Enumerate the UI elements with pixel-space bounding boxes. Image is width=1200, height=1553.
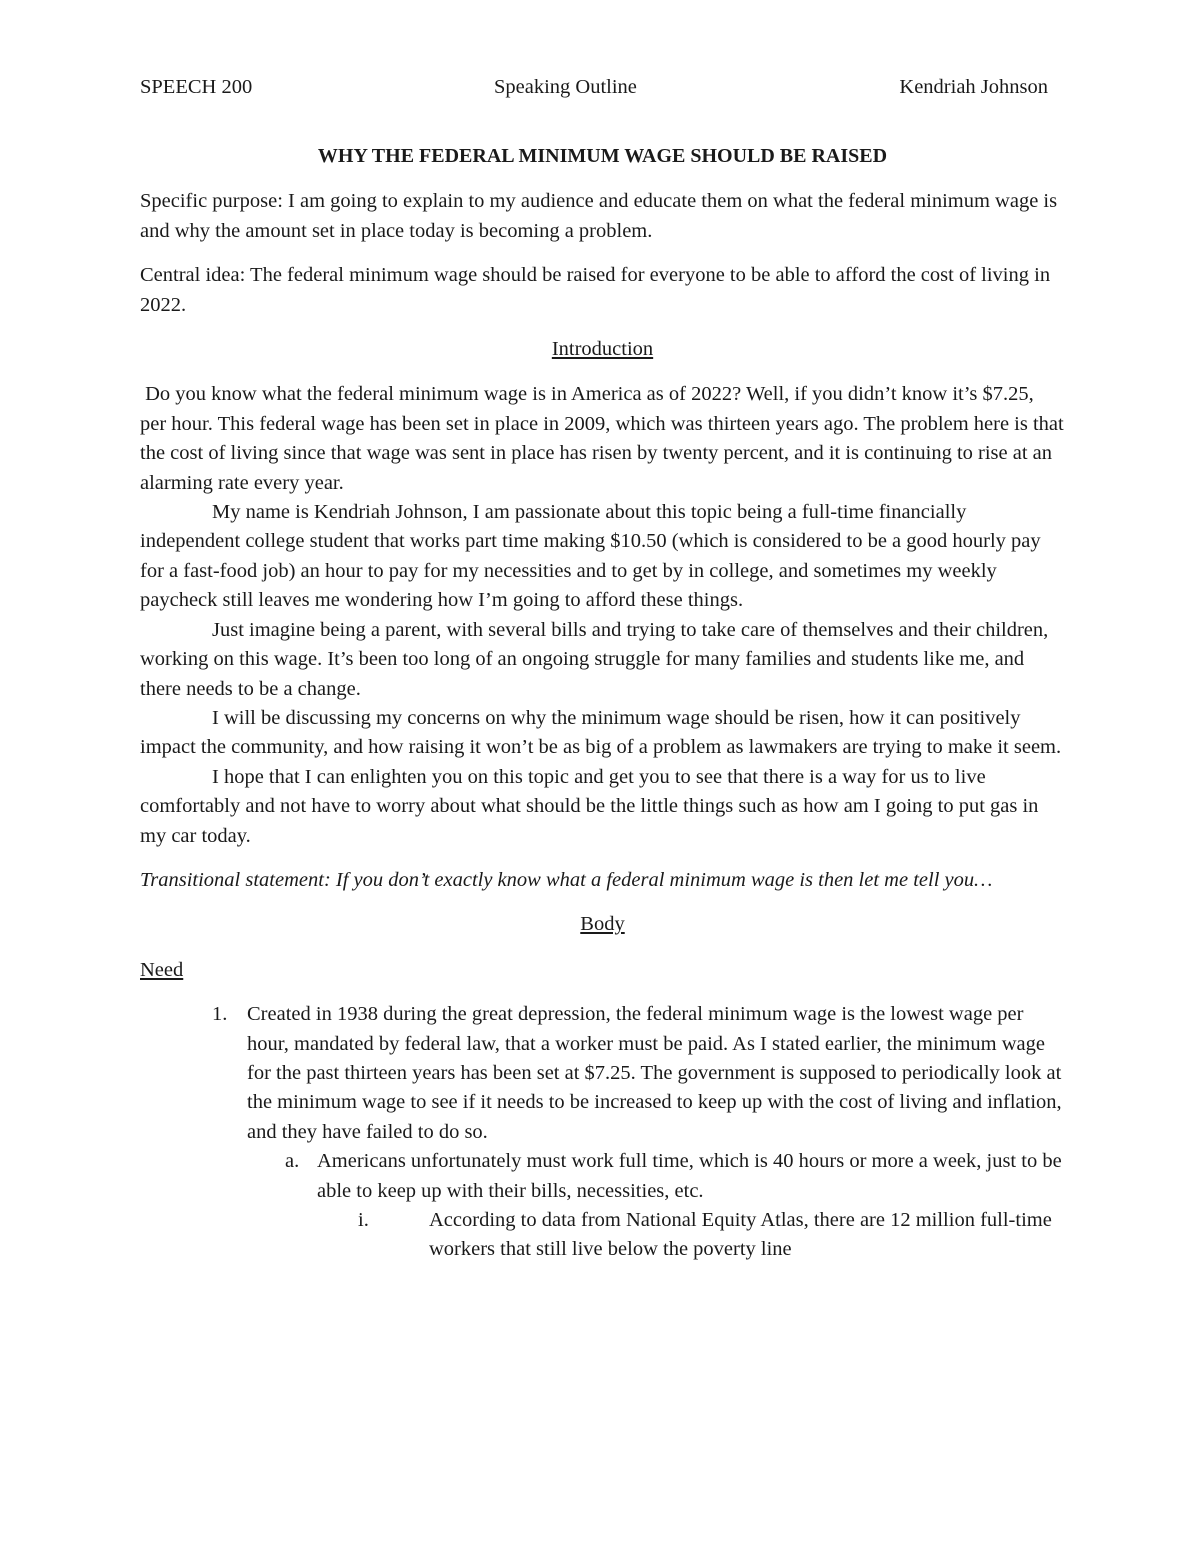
author-label: Kendriah Johnson xyxy=(899,76,1048,98)
intro-paragraph-5: I hope that I can enlighten you on this topic and get you to see that there is a way for us to live comfortably and not have to worry about what should be the little things such as how am I going to put gas in my car today. xyxy=(140,765,1039,847)
list-item-1ai xyxy=(140,1206,1065,1265)
body-heading: Body xyxy=(580,913,625,936)
need-heading: Need xyxy=(140,958,184,981)
list-marker: 1. xyxy=(212,1003,228,1026)
intro-paragraph-2: My name is Kendriah Johnson, I am passionate about this topic being a full-time financially independent college student that works part time making $10.50 (which is considered to be a good hourly pay for a fast-food job) an hour to pay for my necessities and to get by in college, and sometimes my weekly paycheck still leaves me wondering how I’m going to afford these things. xyxy=(140,501,1041,612)
page-header xyxy=(140,73,1048,103)
course-label: SPEECH 200 xyxy=(140,76,253,98)
list-item-1 xyxy=(140,1000,1065,1147)
transitional-statement: Transitional statement: If you don’t exactly know what a federal minimum wage is then let me tell you… xyxy=(140,868,993,891)
intro-paragraph-1: Do you know what the federal minimum wage is in America as of 2022? Well, if you didn’t know it’s $7.25, per hour. This federal wage has been set in place in 2009, which was thirteen years ago. The problem here is that the cost of living since that wage was sent in place has risen by twenty percent, and it is continuing to rise at an alarming rate every year. xyxy=(140,383,1069,494)
introduction-heading: Introduction xyxy=(551,338,654,361)
list-marker: a. xyxy=(285,1150,300,1173)
document-title: WHY THE FEDERAL MINIMUM WAGE SHOULD BE RAISED xyxy=(317,145,888,167)
document-body xyxy=(140,142,1069,1265)
central-idea: Central idea: The federal minimum wage should be raised for everyone to be able to afford the cost of living in 2022. xyxy=(140,264,1051,316)
list-item-text: Created in 1938 during the great depression, the federal minimum wage is the lowest wage per hour, mandated by federal law, that a worker must be paid. As I stated earlier, the minimum wage for the past thirteen years has been set at $7.25. The government is supposed to periodically look at the minimum wage to see if it needs to be increased to keep up with the cost of living and inflation, and they have failed to do so. xyxy=(247,1003,1062,1143)
list-marker: i. xyxy=(358,1209,369,1231)
intro-paragraph-3: Just imagine being a parent, with several bills and trying to take care of themselves and their children, working on this wage. It’s been too long of an ongoing struggle for many families and students like me, and there needs to be a change. xyxy=(140,618,1049,700)
doc-type-label: Speaking Outline xyxy=(494,76,637,98)
intro-paragraph-4: I will be discussing my concerns on why the minimum wage should be risen, how it can positively impact the community, and how raising it won’t be as big of a problem as lawmakers are trying to make it seem. xyxy=(140,706,1062,759)
list-item-text: According to data from National Equity Atlas, there are 12 million full-time workers that still live below the poverty line xyxy=(429,1209,1052,1261)
list-item-1a xyxy=(140,1147,1065,1206)
list-item-text: Americans unfortunately must work full time, which is 40 hours or more a week, just to be able to keep up with their bills, necessities, etc. xyxy=(317,1150,1062,1202)
specific-purpose: Specific purpose: I am going to explain to my audience and educate them on what the federal minimum wage is and why the amount set in place today is becoming a problem. xyxy=(140,190,1058,242)
